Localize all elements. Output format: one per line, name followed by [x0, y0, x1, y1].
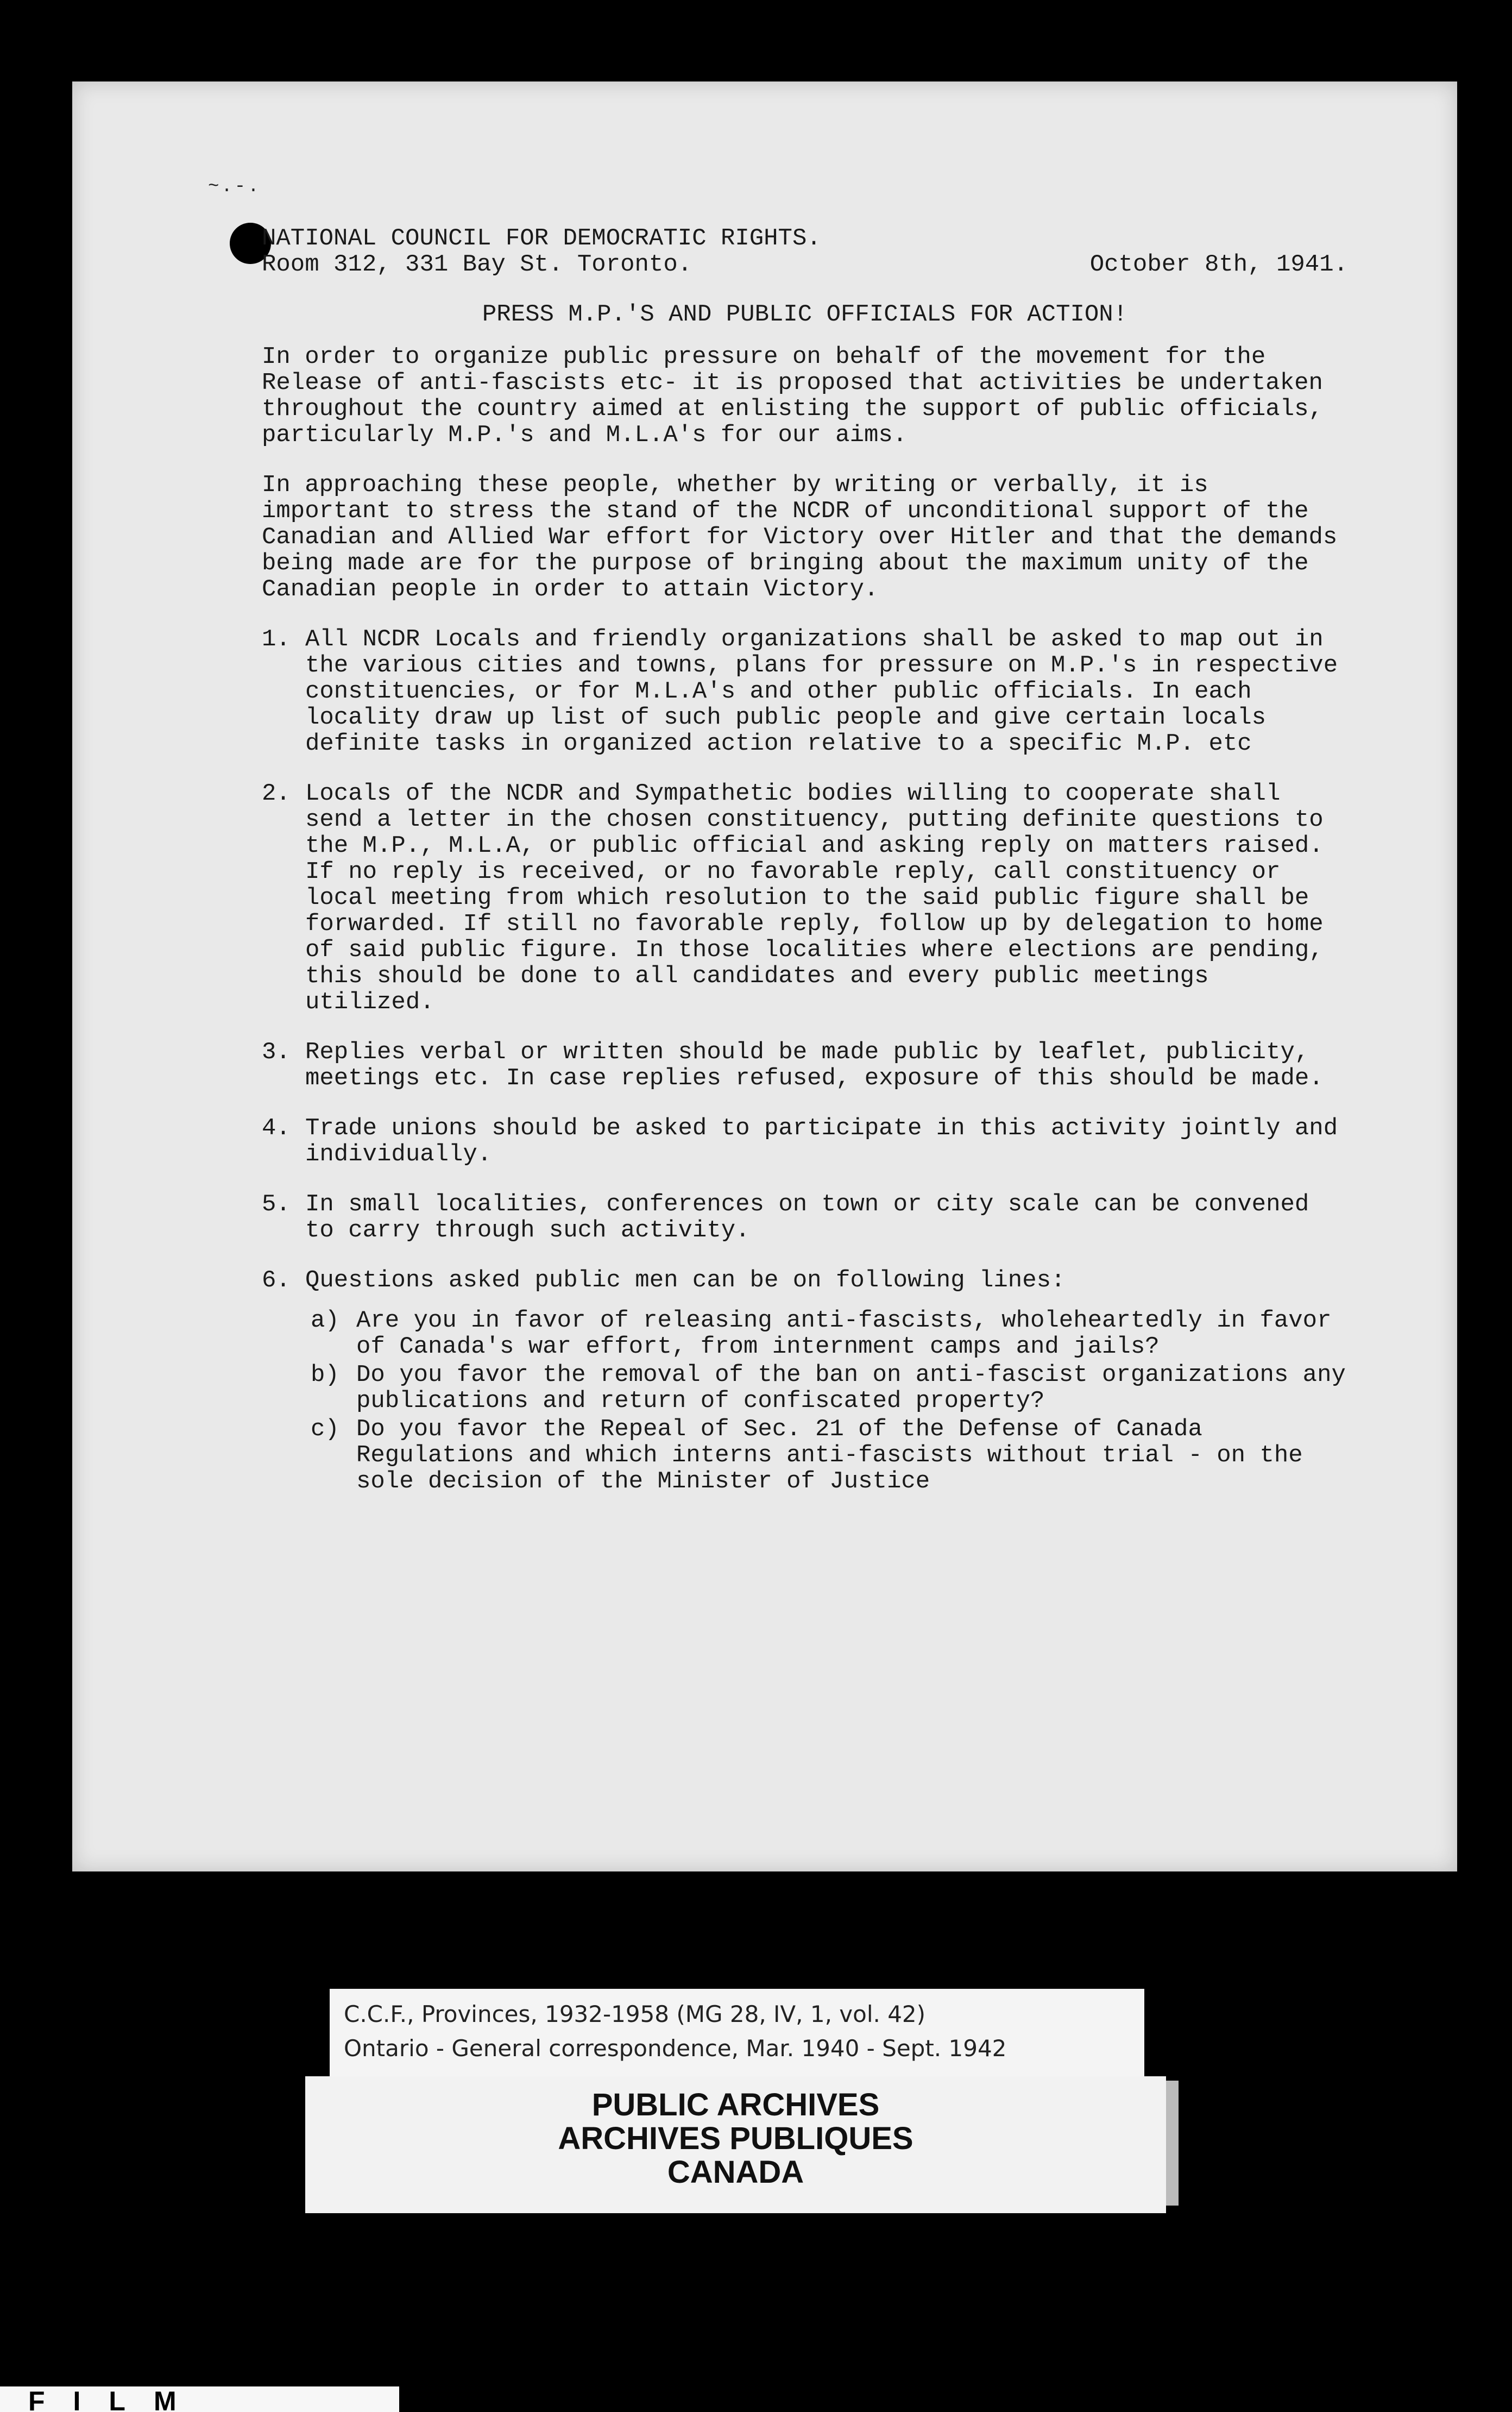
handwritten-mark: ~.-.: [208, 177, 261, 197]
list-text: Locals of the NCDR and Sympathetic bodies willing to cooperate shall send a letter in the chosen constituency, putting definite questions to the M.P., M.L.A, or public official and asking reply on matters raised. If no reply is received, or no favorable reply, call constituency or local meeting from which resolution to the said public figure shall be forwarded. If still no favorable reply, follow up by delegation to home of said public figure. In those localities where elections are pending, this should be done to all candidates and every public meetings utilized.: [305, 780, 1324, 1016]
address-date-row: [262, 252, 1348, 278]
archive-label-line1: C.C.F., Provinces, 1932-1958 (MG 28, IV, 1, vol. 42): [344, 2001, 926, 2027]
list-number: 3.: [262, 1039, 291, 1066]
list-text: All NCDR Locals and friendly organizations shall be asked to map out in the various cities and towns, plans for pressure on M.P.'s in respective constituencies, or for M.L.A's and other public officials. In each locality draw up list of such public people and give certain locals definite tasks in organized action relative to a specific M.P. etc: [305, 626, 1338, 757]
org-name: NATIONAL COUNCIL FOR DEMOCRATIC RIGHTS.: [262, 225, 821, 252]
question-text: Are you in favor of releasing anti-fascists, wholeheartedly in favor of Canada's war effort, from internment camps and jails?: [356, 1307, 1332, 1360]
question-item: [311, 1308, 1348, 1360]
stamp-line1: PUBLIC ARCHIVES: [591, 2087, 880, 2122]
question-item: [311, 1362, 1348, 1414]
question-list: [262, 1308, 1348, 1494]
list-number: 2.: [262, 780, 291, 807]
letter-date: October 8th, 1941.: [1089, 251, 1348, 278]
list-text: In small localities, conferences on town or city scale can be convened to carry through such activity.: [305, 1191, 1309, 1244]
list-number: 1.: [262, 626, 291, 653]
list-number: 6.: [262, 1267, 291, 1294]
list-number: 5.: [262, 1191, 291, 1218]
list-item: [262, 1115, 1348, 1167]
approach-paragraph: In approaching these people, whether by writing or verbally, it is important to stress the stand of the NCDR of unconditional support of the Canadian and Allied War effort for Victory over Hitler and that the demands being made are for the purpose of bringing about the maximum unity of the Canadian people in order to attain Victory.: [262, 472, 1338, 603]
archive-label-line2: Ontario - General correspondence, Mar. 1940 - Sept. 1942: [344, 2035, 1007, 2062]
list-item: [262, 626, 1348, 757]
question-item: [311, 1416, 1348, 1494]
letter-title: PRESS M.P.'S AND PUBLIC OFFICIALS FOR ACTION!: [482, 301, 1128, 328]
list-item: [262, 1039, 1348, 1091]
stamp-line2: ARCHIVES PUBLIQUES: [558, 2121, 914, 2156]
list-item: [262, 1191, 1348, 1243]
letter-body: [262, 225, 1348, 1497]
list-text: Trade unions should be asked to participate in this activity jointly and individually.: [305, 1115, 1338, 1168]
list-number: 4.: [262, 1115, 291, 1142]
film-strip-label: FILM: [0, 2386, 399, 2412]
question-label: b): [311, 1361, 339, 1389]
question-text: Do you favor the Repeal of Sec. 21 of the Defense of Canada Regulations and which interns anti-fascists without trial - on the sole decision of the Minister of Justice: [356, 1416, 1303, 1495]
archive-reference-label: [330, 1989, 1144, 2084]
address: Room 312, 331 Bay St. Toronto.: [262, 251, 692, 278]
question-label: c): [311, 1416, 339, 1443]
question-text: Do you favor the removal of the ban on anti-fascist organizations any publications and return of confiscated property?: [356, 1361, 1346, 1415]
list-item: [262, 781, 1348, 1015]
list-text: Questions asked public men can be on following lines:: [305, 1267, 1066, 1294]
stamp-line3: CANADA: [667, 2155, 804, 2190]
list-text: Replies verbal or written should be made public by leaflet, publicity, meetings etc. In case replies refused, exposure of this should be made.: [305, 1039, 1324, 1092]
list-item: [262, 1267, 1348, 1293]
intro-paragraph: In order to organize public pressure on behalf of the movement for the Release of anti-fascists etc- it is proposed that activities be undertaken throughout the country aimed at enlisting the support of public officials, particularly M.P.'s and M.L.A's for our aims.: [262, 343, 1323, 449]
archives-stamp: [305, 2076, 1166, 2213]
question-label: a): [311, 1307, 339, 1334]
